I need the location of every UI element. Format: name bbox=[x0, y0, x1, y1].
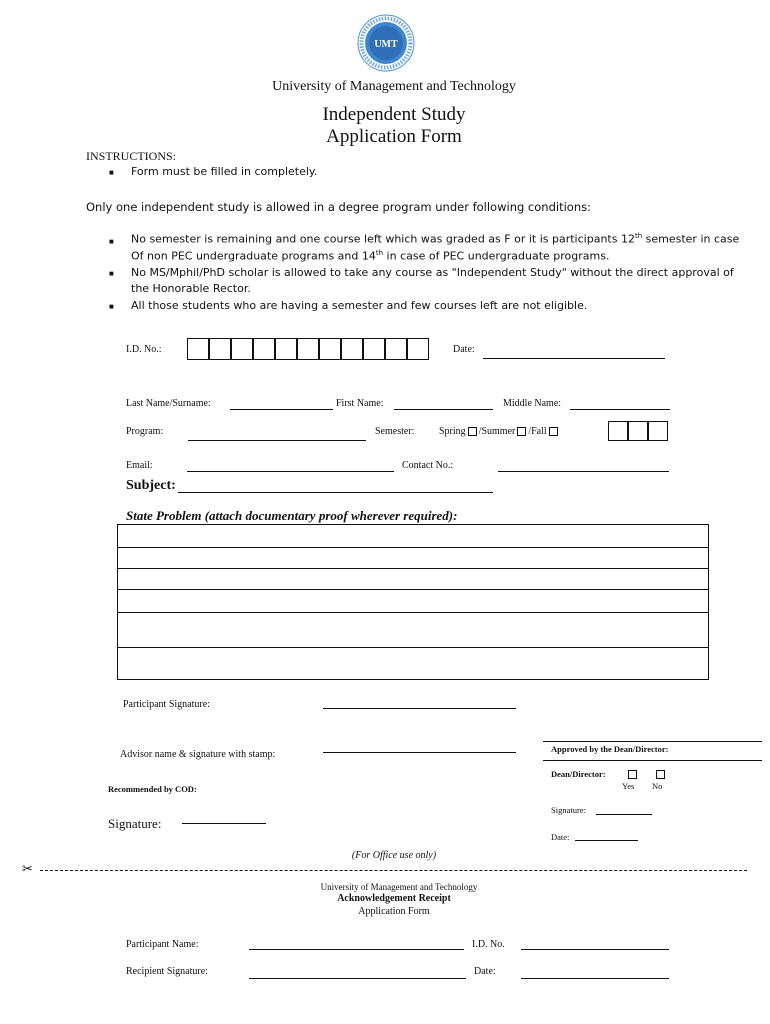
id-label: I.D. No.: bbox=[126, 344, 162, 355]
summer-checkbox[interactable] bbox=[517, 427, 526, 436]
receipt-id-label: I.D. No. bbox=[472, 939, 505, 950]
last-name-label: Last Name/Surname: bbox=[126, 398, 211, 409]
middle-name-label: Middle Name: bbox=[503, 398, 562, 409]
email-field[interactable] bbox=[187, 471, 394, 472]
first-name-field[interactable] bbox=[394, 409, 493, 410]
instruction-item: Form must be filled in completely. bbox=[131, 165, 318, 178]
fall-label: /Fall bbox=[528, 426, 547, 437]
receipt-university: University of Management and Technology bbox=[320, 882, 478, 892]
semester-year-box[interactable] bbox=[648, 421, 668, 441]
bullet-icon: ■ bbox=[109, 168, 114, 177]
svg-text:UMT: UMT bbox=[374, 39, 398, 50]
id-digit-box[interactable] bbox=[253, 338, 275, 360]
condition-1-line1 bbox=[131, 232, 739, 246]
id-digit-box[interactable] bbox=[275, 338, 297, 360]
receipt-id-field[interactable] bbox=[521, 949, 669, 950]
receipt-participant-name-label: Participant Name: bbox=[126, 939, 199, 950]
participant-signature-field[interactable] bbox=[323, 708, 516, 709]
spring-checkbox[interactable] bbox=[468, 427, 477, 436]
form-title-line2: Application Form bbox=[326, 126, 462, 147]
receipt-participant-name-field[interactable] bbox=[249, 949, 464, 950]
semester-year-box[interactable] bbox=[608, 421, 628, 441]
dean-signature-field[interactable] bbox=[596, 814, 652, 815]
condition-3: All those students who are having a semester and few courses left are not eligible. bbox=[131, 299, 588, 312]
dean-date-field[interactable] bbox=[575, 840, 638, 841]
office-use-note: (For Office use only) bbox=[351, 850, 437, 861]
id-digit-box[interactable] bbox=[407, 338, 429, 360]
id-digit-box[interactable] bbox=[209, 338, 231, 360]
fall-checkbox[interactable] bbox=[549, 427, 558, 436]
id-digit-box[interactable] bbox=[187, 338, 209, 360]
participant-signature-label: Participant Signature: bbox=[123, 699, 210, 710]
id-digit-box[interactable] bbox=[341, 338, 363, 360]
advisor-signature-field[interactable] bbox=[323, 752, 516, 753]
condition-1-text-c: Of non PEC undergraduate programs and 14 bbox=[131, 249, 376, 263]
semester-year-box[interactable] bbox=[628, 421, 648, 441]
instructions-heading: INSTRUCTIONS: bbox=[86, 149, 177, 163]
spring-label: Spring bbox=[439, 426, 466, 437]
problem-line bbox=[117, 647, 709, 648]
semester-label: Semester: bbox=[375, 426, 415, 437]
last-name-field[interactable] bbox=[230, 409, 333, 410]
superscript: th bbox=[375, 249, 384, 257]
middle-name-field[interactable] bbox=[570, 409, 670, 410]
receipt-date-field[interactable] bbox=[521, 978, 669, 979]
receipt-recipient-signature-field[interactable] bbox=[249, 978, 466, 979]
superscript: th bbox=[634, 232, 643, 240]
form-title-line1: Independent Study bbox=[322, 104, 466, 125]
receipt-subtitle: Application Form bbox=[358, 906, 430, 917]
condition-2-line2: the Honorable Rector. bbox=[131, 282, 251, 295]
dean-date-label: Date: bbox=[551, 832, 570, 842]
bullet-icon: ■ bbox=[109, 269, 114, 278]
bullet-icon: ■ bbox=[109, 302, 114, 311]
contact-field[interactable] bbox=[498, 471, 669, 472]
receipt-title: Acknowledgement Receipt bbox=[337, 893, 451, 904]
dean-no-checkbox[interactable] bbox=[656, 770, 665, 779]
contact-label: Contact No.: bbox=[402, 460, 454, 471]
approved-by-dean-label: Approved by the Dean/Director: bbox=[551, 744, 669, 754]
university-logo bbox=[357, 14, 415, 72]
condition-1-line2 bbox=[131, 249, 609, 263]
receipt-date-label: Date: bbox=[474, 966, 496, 977]
condition-1-text-a: No semester is remaining and one course left which was graded as F or it is participants 12 bbox=[131, 232, 635, 246]
condition-2-line1: No MS/Mphil/PhD scholar is allowed to take any course as "Independent Study" without the direct approval of bbox=[131, 266, 734, 279]
approval-top-rule bbox=[543, 741, 762, 742]
date-label: Date: bbox=[453, 344, 475, 355]
logo-seal-icon bbox=[357, 14, 415, 72]
advisor-signature-label: Advisor name & signature with stamp: bbox=[120, 749, 276, 760]
bullet-icon: ■ bbox=[109, 237, 114, 246]
cut-line bbox=[40, 870, 747, 871]
id-digit-box[interactable] bbox=[385, 338, 407, 360]
problem-heading: State Problem (attach documentary proof wherever required): bbox=[126, 508, 458, 523]
cod-signature-field[interactable] bbox=[182, 823, 266, 824]
condition-1-text-d: in case of PEC undergraduate programs. bbox=[383, 249, 610, 263]
id-digit-box[interactable] bbox=[319, 338, 341, 360]
dean-director-label: Dean/Director: bbox=[551, 769, 606, 779]
first-name-label: First Name: bbox=[336, 398, 384, 409]
subject-label: Subject: bbox=[126, 478, 176, 493]
approval-bottom-rule bbox=[543, 760, 762, 761]
summer-label: /Summer bbox=[478, 426, 516, 437]
no-label: No bbox=[652, 781, 663, 791]
problem-line bbox=[117, 568, 709, 569]
id-digit-box[interactable] bbox=[231, 338, 253, 360]
scissors-icon: ✂ bbox=[22, 862, 33, 877]
email-label: Email: bbox=[126, 460, 153, 471]
recommended-by-cod: Recommended by COD: bbox=[108, 784, 197, 794]
semester-options bbox=[439, 426, 560, 437]
problem-line bbox=[117, 547, 709, 548]
receipt-recipient-signature-label: Recipient Signature: bbox=[126, 966, 208, 977]
cod-signature-label: Signature: bbox=[108, 816, 162, 831]
dean-signature-label: Signature: bbox=[551, 805, 586, 815]
program-label: Program: bbox=[126, 426, 164, 437]
program-field[interactable] bbox=[188, 440, 366, 441]
conditions-intro: Only one independent study is allowed in a degree program under following conditions: bbox=[86, 200, 591, 214]
subject-field[interactable] bbox=[178, 492, 493, 493]
problem-line bbox=[117, 589, 709, 590]
dean-yes-checkbox[interactable] bbox=[628, 770, 637, 779]
id-digit-box[interactable] bbox=[363, 338, 385, 360]
date-field[interactable] bbox=[483, 358, 665, 359]
condition-1-text-b: semester in case bbox=[642, 232, 740, 246]
id-digit-box[interactable] bbox=[297, 338, 319, 360]
yes-label: Yes bbox=[622, 781, 635, 791]
university-name: University of Management and Technology bbox=[272, 79, 516, 94]
problem-line bbox=[117, 612, 709, 613]
